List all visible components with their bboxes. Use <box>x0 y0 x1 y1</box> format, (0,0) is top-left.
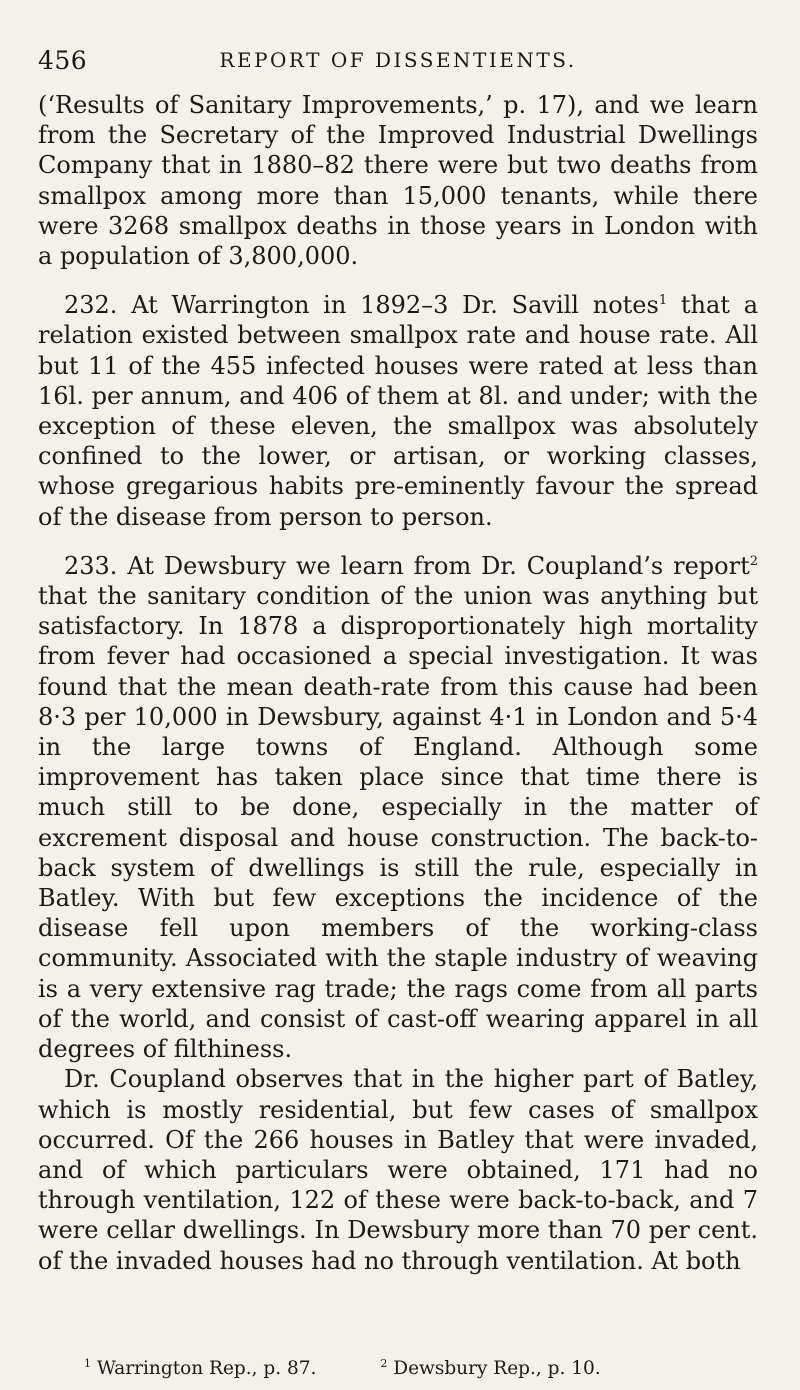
paragraph-continued: (‘Results of Sanitary Improvements,’ p. 17), and we learn from the Secretary of the Improved Industrial Dwellings Company that in 1880–82 there were but two deaths from smallpox among more than 15,000 tenants, while there were 3268 smallpox deaths in those years in London with a population of 3,800,000. <box>38 91 758 271</box>
footnote-1-text: Warrington Rep., p. 87. <box>96 1358 317 1379</box>
footnote-2-text: Dewsbury Rep., p. 10. <box>393 1358 601 1379</box>
body-text <box>38 90 758 1276</box>
paragraph-232 <box>38 290 758 532</box>
paragraph-233-lead: 233. At Dewsbury we learn from Dr. Coupland’s report <box>64 551 750 580</box>
paragraph-232-rest: that a relation existed between smallpox rate and house rate. All but 11 of the 455 infected houses were rated at less than 16l. per annum, and 406 of them at 8l. and under; with the exception of these eleven, the smallpox was absolutely confined to the lower, or artisan, or working classes, whose gregarious habits pre-eminently favour the spread of the disease from person to person. <box>38 291 759 531</box>
page-number: 456 <box>38 46 88 75</box>
running-title: REPORT OF DISSENTIENTS. <box>219 48 577 72</box>
footnote-1-mark: 1 <box>84 1356 91 1370</box>
footnote-2-mark: 2 <box>380 1356 388 1370</box>
footnote-ref-2: 2 <box>749 553 758 569</box>
footnote-1 <box>84 1358 316 1379</box>
paragraph-233-rest: that the sanitary condition of the union was anything but satisfactory. In 1878 a disproportionately high mortality from fever had occasioned a special investigation. It was found that the mean death-rate from this cause had been 8·3 per 10,000 in Dewsbury, against 4·1 in London and 5·4 in the large towns of England. Although some improvement has taken place since that time there is much still to be done, especially in the matter of excrement disposal and house construction. The back-to-back system of dwellings is still the rule, especially in Batley. With but few exceptions the incidence of the disease fell upon members of the working-class community. Associated with the staple industry of weaving is a very extensive rag trade; the rags come from all parts of the world, and consist of cast-off wearing apparel in all degrees of filthiness. <box>38 582 758 1064</box>
footnote-2 <box>380 1358 600 1379</box>
page-header <box>38 0 758 90</box>
paragraph-232-lead: 232. At Warrington in 1892–3 Dr. Savill notes <box>64 291 659 320</box>
paragraph-233 <box>38 551 758 1064</box>
footnotes <box>84 1358 659 1379</box>
footnote-ref-1: 1 <box>658 293 668 309</box>
paragraph-coupland: Dr. Coupland observes that in the higher part of Batley, which is mostly residential, but few cases of smallpox occurred. Of the 266 houses in Batley that were invaded, and of which particulars were obtained, 171 had no through ventilation, 122 of these were back-to-back, and 7 were cellar dwellings. In Dewsbury more than 70 per cent. of the invaded houses had no through ventilation. At both <box>38 1065 758 1275</box>
